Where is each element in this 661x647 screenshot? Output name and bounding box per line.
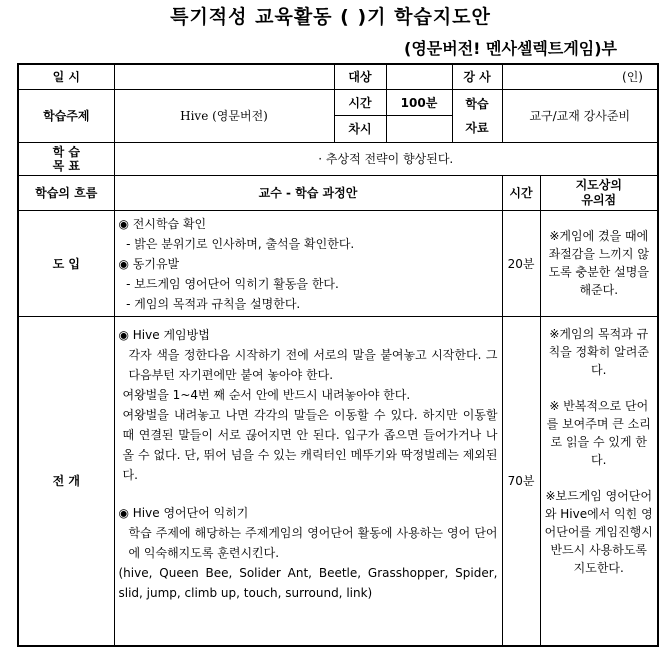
session-value[interactable] bbox=[386, 116, 452, 143]
intro-line: ◉ 동기유발 bbox=[118, 256, 180, 271]
document-subtitle: (영문버전! 멘사셀렉트게임)부 bbox=[404, 39, 617, 58]
intro-note: ※게임에 겼을 때에 좌절감을 느끼지 않도록 충분한 설명을 해준다. bbox=[540, 210, 658, 316]
time-label: 시간 bbox=[334, 89, 386, 116]
goal-label-line1: 학 습 bbox=[52, 144, 80, 159]
intro-stage: 도 입 bbox=[18, 210, 114, 316]
material-label-line1: 학습 bbox=[465, 96, 489, 111]
develop-stage: 전 개 bbox=[18, 316, 114, 646]
flow-header: 학습의 흐름 bbox=[18, 175, 114, 210]
game-method-heading: ◉ Hive 게임방법 bbox=[118, 327, 210, 342]
develop-row bbox=[18, 316, 658, 646]
document-title: 특기적성 교육활동 ( )기 학습지도안 bbox=[170, 6, 491, 28]
develop-notes bbox=[540, 316, 658, 646]
goal-row bbox=[18, 142, 658, 175]
intro-content bbox=[114, 210, 502, 316]
intro-line: - 게임의 목적과 규칙을 설명한다. bbox=[118, 296, 301, 311]
material-label bbox=[452, 89, 502, 142]
game-method-para2: 여왕벌을 1~4번 째 순서 안에 반드시 내려놓아야 한다. bbox=[122, 387, 411, 402]
date-row bbox=[18, 64, 658, 89]
material-value: 교구/교재 강사준비 bbox=[502, 89, 658, 142]
vocab-para: 학습 주제에 해당하는 주제게임의 영어단어 활동에 사용하는 영어 단어에 익숙해지도록 훈련시킨다. bbox=[128, 525, 498, 560]
develop-note-1: ※게임의 목적과 규칙을 정확히 알려준다. bbox=[548, 326, 649, 377]
game-method-para3: 여왕벌을 내려놓고 나면 각각의 말들은 이동할 수 있다. 하지만 이동할 때 연결된 말들이 서로 끊어지면 안 된다. 입구가 좁으면 들어가거나 나올 수 없다. 단, 뛰어 넘을 수 있는 캐릭터인 메뚜기와 딱정벌레는 제외된다. bbox=[122, 407, 498, 482]
teacher-label: 강 사 bbox=[452, 64, 502, 89]
develop-time: 70분 bbox=[502, 316, 540, 646]
game-method-para1: 각자 색을 정한다음 시작하기 전에 서로의 말을 붙여놓고 시작한다. 그 다음부턴 자기편에만 붙여 놓아야 한다. bbox=[128, 347, 498, 382]
material-label-line2: 자료 bbox=[465, 120, 489, 135]
intro-time: 20분 bbox=[502, 210, 540, 316]
teacher-seal: (인) bbox=[502, 64, 658, 89]
develop-note-3: ※보드게임 영어단어와 Hive에서 익힌 영어단어를 게임진행시 반드시 사용하도록 지도한다. bbox=[544, 488, 653, 575]
vocab-word-list: (hive, Queen Bee, Solider Ant, Beetle, Grasshopper, Spider, slid, jump, climb up, touch, surround, link) bbox=[118, 565, 498, 600]
topic-value: Hive (영문버전) bbox=[114, 89, 334, 142]
lesson-plan-table bbox=[17, 63, 659, 647]
develop-content bbox=[114, 316, 502, 646]
goal-value: · 추상적 전략이 향상된다. bbox=[114, 142, 658, 175]
target-label: 대상 bbox=[334, 64, 386, 89]
goal-label bbox=[18, 142, 114, 175]
date-label: 일 시 bbox=[18, 64, 114, 89]
intro-line: ◉ 전시학습 확인 bbox=[118, 216, 207, 231]
date-value[interactable] bbox=[114, 64, 334, 89]
goal-label-line2: 목 표 bbox=[52, 158, 80, 173]
develop-note-2: ※ 반복적으로 단어를 보여주며 큰 소리로 읽을 수 있게 한다. bbox=[546, 398, 651, 467]
session-label: 차시 bbox=[334, 116, 386, 143]
vocab-heading: ◉ Hive 영어단어 익히기 bbox=[118, 505, 249, 520]
time-header: 시간 bbox=[502, 175, 540, 210]
notes-header-line1: 지도상의 bbox=[575, 177, 622, 192]
topic-label: 학습주제 bbox=[18, 89, 114, 142]
intro-row bbox=[18, 210, 658, 316]
notes-header bbox=[540, 175, 658, 210]
notes-header-line2: 유의점 bbox=[581, 192, 617, 207]
process-header-row bbox=[18, 175, 658, 210]
intro-line: - 밝은 분위기로 인사하며, 출석을 확인한다. bbox=[118, 236, 355, 251]
topic-row bbox=[18, 89, 658, 116]
time-value: 100분 bbox=[386, 89, 452, 116]
target-value[interactable] bbox=[386, 64, 452, 89]
intro-line: - 보드게임 영어단어 익히기 활동을 한다. bbox=[118, 276, 339, 291]
process-header: 교수 - 학습 과정안 bbox=[114, 175, 502, 210]
